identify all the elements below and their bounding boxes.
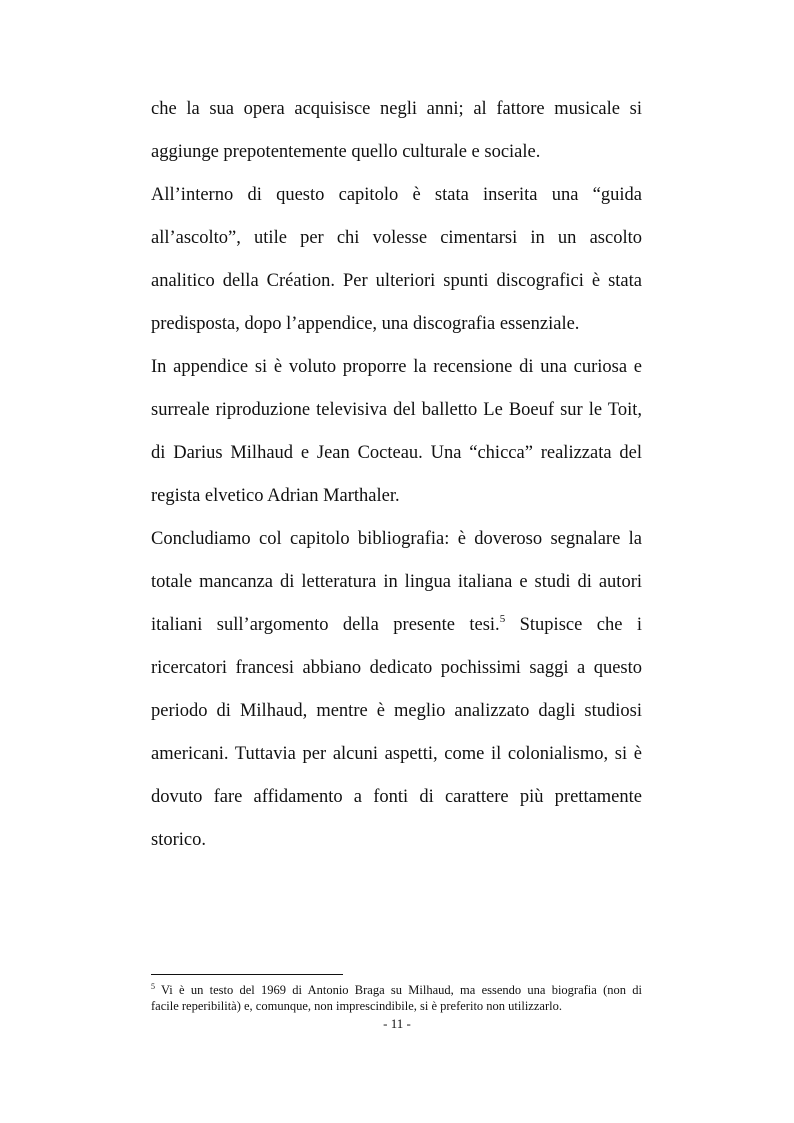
text-line: periodo di Milhaud, mentre è meglio analizzato dagli studiosi xyxy=(151,701,642,721)
body-text xyxy=(151,88,642,862)
text-line: dovuto fare affidamento a fonti di carattere più prettamente xyxy=(151,787,642,807)
text-line: analitico della Création. Per ulteriori spunti discografici è stata xyxy=(151,271,642,291)
footnote-reference[interactable]: 5 xyxy=(499,613,506,625)
text-line: di Darius Milhaud e Jean Cocteau. Una “chicca” realizzata del xyxy=(151,443,642,463)
footnote-marker: 5 xyxy=(151,982,155,991)
text-line: In appendice si è voluto proporre la recensione di una curiosa e xyxy=(151,357,642,377)
text-line: storico. xyxy=(151,830,206,850)
text-line: predisposta, dopo l’appendice, una discografia essenziale. xyxy=(151,314,580,334)
text-line: all’ascolto”, utile per chi volesse cimentarsi in un ascolto xyxy=(151,228,642,248)
text-line: aggiunge prepotentemente quello culturale e sociale. xyxy=(151,142,541,162)
footnote-line xyxy=(151,982,642,998)
text-line: Concludiamo col capitolo bibliografia: è doveroso segnalare la xyxy=(151,529,642,549)
footnote-text: Vi è un testo del 1969 di Antonio Braga su Milhaud, ma essendo una biografia (non di xyxy=(155,983,642,997)
text-line: ricercatori francesi abbiano dedicato pochissimi saggi a questo xyxy=(151,658,642,678)
text-segment: Stupisce che i xyxy=(505,615,642,635)
footnote-line: facile reperibilità) e, comunque, non imprescindibile, si è preferito non utilizzarlo. xyxy=(151,999,562,1013)
text-line: che la sua opera acquisisce negli anni; al fattore musicale si xyxy=(151,99,642,119)
page-number: - 11 - xyxy=(383,1016,411,1031)
text-line: All’interno di questo capitolo è stata inserita una “guida xyxy=(151,185,642,205)
text-line-with-footnote-ref xyxy=(151,604,642,647)
footnote xyxy=(151,982,642,1014)
text-line: totale mancanza di letteratura in lingua italiana e studi di autori xyxy=(151,572,642,592)
text-line: americani. Tuttavia per alcuni aspetti, come il colonialismo, si è xyxy=(151,744,642,764)
footnote-separator xyxy=(151,974,343,975)
text-line: surreale riproduzione televisiva del balletto Le Boeuf sur le Toit, xyxy=(151,400,642,420)
text-line: regista elvetico Adrian Marthaler. xyxy=(151,486,400,506)
text-segment: italiani sull’argomento della presente tesi. xyxy=(151,615,500,635)
